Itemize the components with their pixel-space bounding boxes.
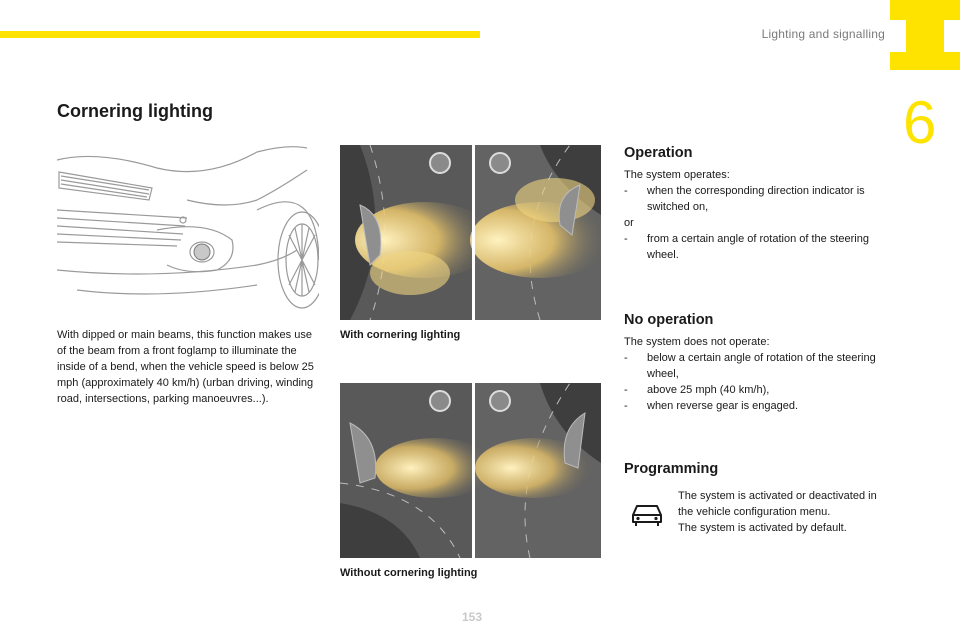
- chapter-number: 6: [903, 89, 937, 156]
- intro-paragraph: With dipped or main beams, this function makes use of the beam from a front foglamp to illuminate the inside of a bend, when the vehicle speed is below 25 mph (approximately 40 km/h) (urban driving, winding road, intersections, parking manoeuvres...).: [57, 329, 314, 405]
- without-cornering-caption: Without cornering lighting: [340, 567, 478, 579]
- list-item: - when reverse gear is engaged.: [624, 400, 799, 412]
- list-item: - from a certain angle of rotation of the steering wheel.: [624, 233, 869, 261]
- programming-heading: Programming: [624, 461, 719, 477]
- operation-intro: The system operates:: [624, 169, 730, 181]
- page-number: 153: [462, 610, 483, 624]
- with-cornering-caption: With cornering lighting: [340, 329, 461, 341]
- header-accent-bar: [0, 31, 480, 38]
- operation-heading: Operation: [624, 145, 693, 161]
- chapter-tab-logo: [890, 0, 960, 70]
- car-configuration-icon: [630, 502, 664, 528]
- programming-line-1: The system is activated or deactivated in the vehicle configuration menu.: [678, 490, 877, 518]
- programming-text: [678, 488, 888, 536]
- list-item: - below a certain angle of rotation of the steering wheel,: [624, 352, 876, 380]
- operation-or: or: [624, 217, 634, 229]
- no-operation-text: [624, 334, 889, 414]
- with-cornering-illustration: [340, 145, 601, 320]
- without-cornering-illustration: [340, 383, 601, 558]
- car-front-illustration: [57, 140, 319, 312]
- list-item: - above 25 mph (40 km/h),: [624, 384, 770, 396]
- list-item: - when the corresponding direction indicator is switched on,: [624, 185, 865, 213]
- page-title: Cornering lighting: [57, 101, 213, 121]
- programming-line-2: The system is activated by default.: [678, 522, 847, 534]
- section-title: Lighting and signalling: [761, 27, 885, 41]
- operation-text: [624, 167, 889, 263]
- no-operation-heading: No operation: [624, 312, 714, 328]
- no-operation-intro: The system does not operate:: [624, 336, 770, 348]
